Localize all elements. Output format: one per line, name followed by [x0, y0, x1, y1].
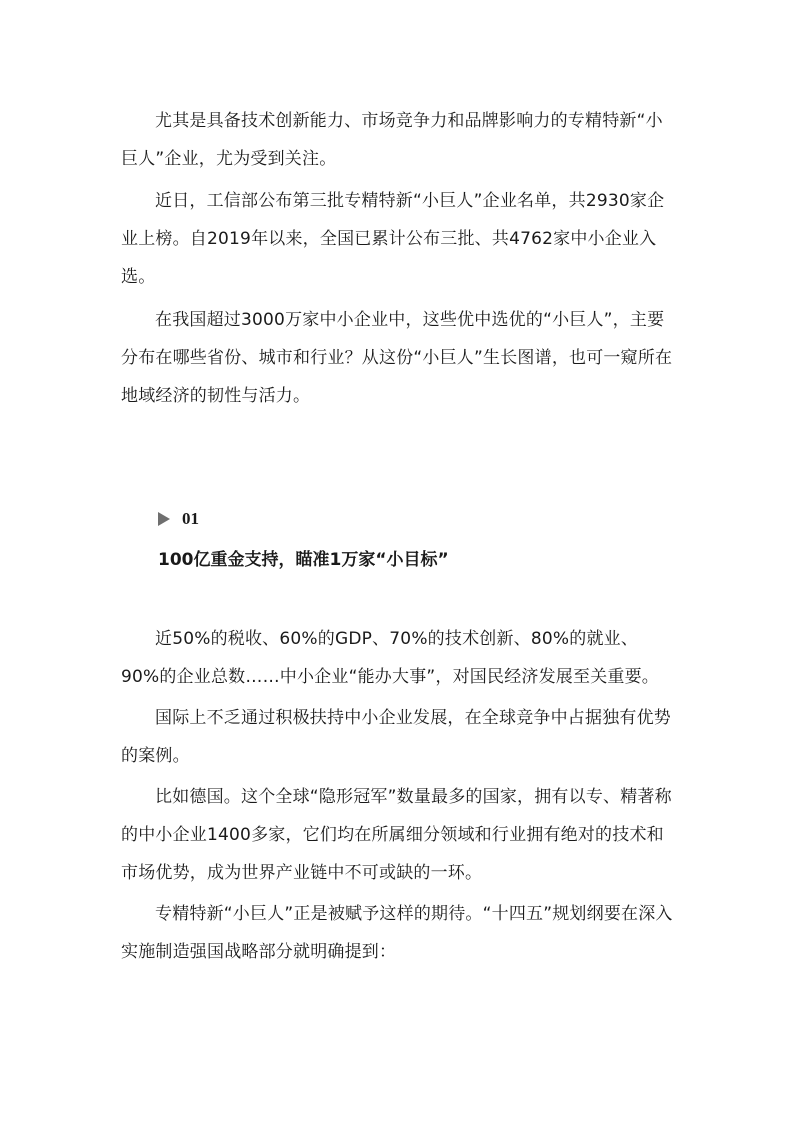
paragraph: 近日，工信部公布第三批专精特新“小巨人”企业名单，共2930家企业上榜。自2019年以来，全国已累计公布三批、共4762家中小企业入选。 [121, 191, 665, 287]
paragraph: 在我国超过3000万家中小企业中，这些优中选优的“小巨人”，主要分布在哪些省份、城市和行业？从这份“小巨人”生长图谱，也可一窥所在地域经济的韧性与活力。 [121, 310, 673, 406]
paragraph: 近50%的税收、60%的GDP、70%的技术创新、80%的就业、90%的企业总数……中小企业“能办大事”，对国民经济发展至关重要。 [121, 629, 659, 687]
section-marker [158, 506, 199, 532]
paragraph: 比如德国。这个全球“隐形冠军”数量最多的国家，拥有以专、精著称的中小企业1400多家，它们均在所属细分领域和行业拥有绝对的技术和市场优势，成为世界产业链中不可或缺的一环。 [121, 787, 672, 883]
section-title: 100亿重金支持，瞄准1万家“小目标” [158, 550, 449, 570]
paragraph: 国际上不乏通过积极扶持中小企业发展，在全球竞争中占据独有优势的案例。 [121, 708, 671, 766]
triangle-right-icon [158, 512, 170, 526]
paragraph: 专精特新“小巨人”正是被赋予这样的期待。“十四五”规划纲要在深入实施制造强国战略部分就明确提到： [121, 904, 673, 962]
paragraph: 尤其是具备技术创新能力、市场竞争力和品牌影响力的专精特新“小巨人”企业，尤为受到关注。 [121, 111, 663, 169]
section-number: 01 [182, 509, 199, 528]
